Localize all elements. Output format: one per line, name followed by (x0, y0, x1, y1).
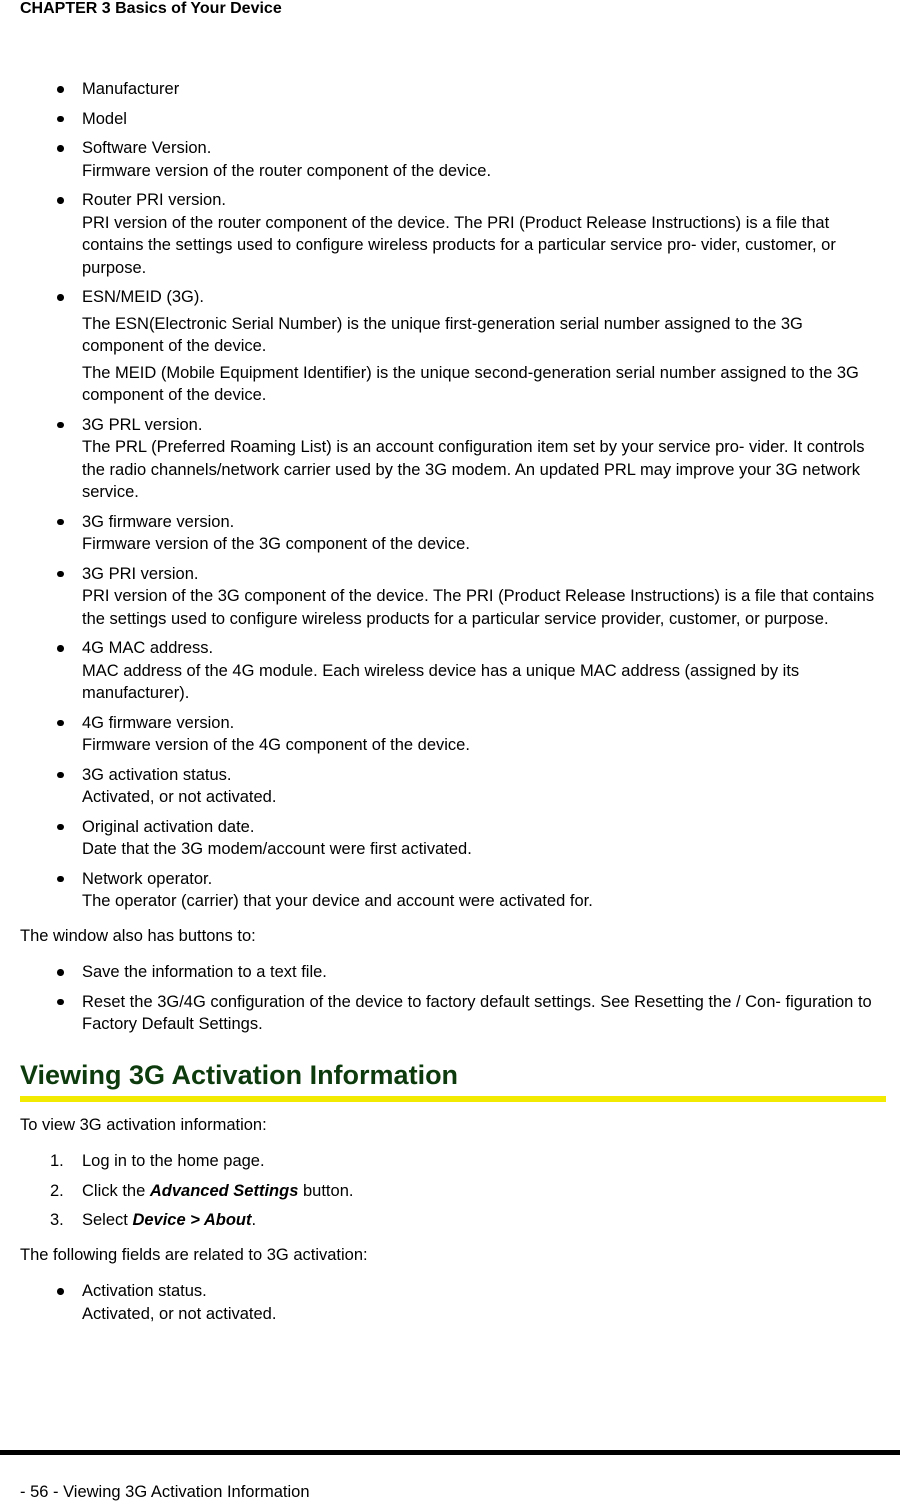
step-text: . (251, 1211, 257, 1229)
item-title: Model (82, 109, 127, 128)
step-text: Click the (82, 1181, 150, 1200)
list-item (20, 764, 886, 809)
item-title: 3G activation status. (82, 765, 232, 784)
step-text: button. (298, 1181, 354, 1200)
list-item (20, 189, 886, 279)
list-item (20, 414, 886, 504)
item-title: 4G MAC address. (82, 639, 214, 657)
item-title: 3G firmware version. (82, 512, 235, 531)
item-title: Activation status. (82, 1282, 207, 1300)
advanced-settings-term: Advanced Settings (149, 1181, 299, 1200)
window-buttons-intro: The window also has buttons to: (20, 926, 256, 945)
section-heading: Viewing 3G Activation Information (20, 1058, 886, 1102)
list-item (20, 637, 886, 705)
list-item (20, 816, 886, 861)
fields-intro: The following fields are related to 3G activation: (20, 1245, 368, 1264)
item-title: Original activation date. (82, 817, 255, 836)
list-item: Reset the 3G/4G configuration of the device to factory default settings. See Resetting the / Con- figuration to Factory Default Settings. (20, 991, 886, 1036)
item-title: 3G PRL version. (82, 415, 203, 434)
step-text: Log in to the home page. (82, 1152, 265, 1170)
item-title: Network operator. (82, 869, 213, 888)
list-item (20, 511, 886, 556)
device-fields-list (20, 78, 886, 913)
item-desc: Firmware version of the router component of the device. (82, 161, 492, 180)
item-desc: Date that the 3G modem/account were first activated. (82, 840, 472, 858)
step-item (20, 1209, 886, 1232)
list-item (20, 1280, 886, 1325)
item-title: Router PRI version. (82, 191, 226, 209)
step-item (20, 1180, 886, 1203)
item-title: Software Version. (82, 139, 212, 157)
list-item: Save the information to a text file. (20, 961, 886, 984)
item-desc: The PRL (Preferred Roaming List) is an account configuration item set by your service pro- vider. It controls the radio channels/network carrier used by the 3G modem. An updated PRL may improve your 3G network service. (82, 438, 865, 501)
footer-divider (0, 1450, 900, 1455)
item-desc: Firmware version of the 4G component of the device. (82, 736, 470, 754)
item-desc: Firmware version of the 3G component of the device. (82, 535, 470, 553)
step-number: 3. (50, 1211, 64, 1229)
page-footer: - 56 - Viewing 3G Activation Information (20, 1483, 310, 1501)
section-intro: To view 3G activation information: (20, 1115, 267, 1134)
device-about-term: Device > About (132, 1211, 252, 1229)
step-number: 1. (50, 1152, 64, 1170)
item-desc: Activated, or not activated. (82, 1304, 277, 1323)
list-item (20, 712, 886, 757)
item-title: 4G firmware version. (82, 713, 235, 732)
step-item (20, 1150, 886, 1173)
list-item (20, 868, 886, 913)
list-item (20, 108, 886, 131)
item-desc: PRI version of the 3G component of the device. The PRI (Product Release Instructions) is a file that contains the settings used to configure wireless products for a particular service provider, customer, or purpose. (82, 587, 875, 628)
item-desc: The operator (carrier) that your device and account were activated for. (82, 892, 593, 910)
item-desc: Activated, or not activated. (82, 788, 277, 806)
activation-fields-list (20, 1280, 886, 1325)
chapter-header: CHAPTER 3 Basics of Your Device (20, 0, 282, 17)
item-desc: PRI version of the router component of the device. The PRI (Product Release Instructions) is a file that contains the settings used to configure wireless products for a particular service pro- vider, customer, or purpose. (82, 213, 836, 277)
page-content (20, 78, 886, 1332)
step-text: Select (82, 1211, 133, 1229)
item-desc: The ESN(Electronic Serial Number) is the unique first-generation serial number assigned to the 3G component of the device. (82, 314, 803, 355)
step-number: 2. (50, 1181, 64, 1200)
steps-list (20, 1150, 886, 1232)
item-title: ESN/MEID (3G). (82, 288, 204, 306)
list-item (20, 137, 886, 182)
item-title: Manufacturer (82, 80, 180, 98)
item-title: 3G PRI version. (82, 564, 199, 583)
item-desc: MAC address of the 4G module. Each wireless device has a unique MAC address (assigned by its manufacturer). (82, 661, 800, 702)
list-item (20, 286, 886, 407)
list-item (20, 78, 886, 101)
item-desc: The MEID (Mobile Equipment Identifier) is the unique second-generation serial number assigned to the 3G component of the device. (82, 363, 859, 404)
list-item (20, 563, 886, 631)
window-buttons-list (20, 961, 886, 1036)
